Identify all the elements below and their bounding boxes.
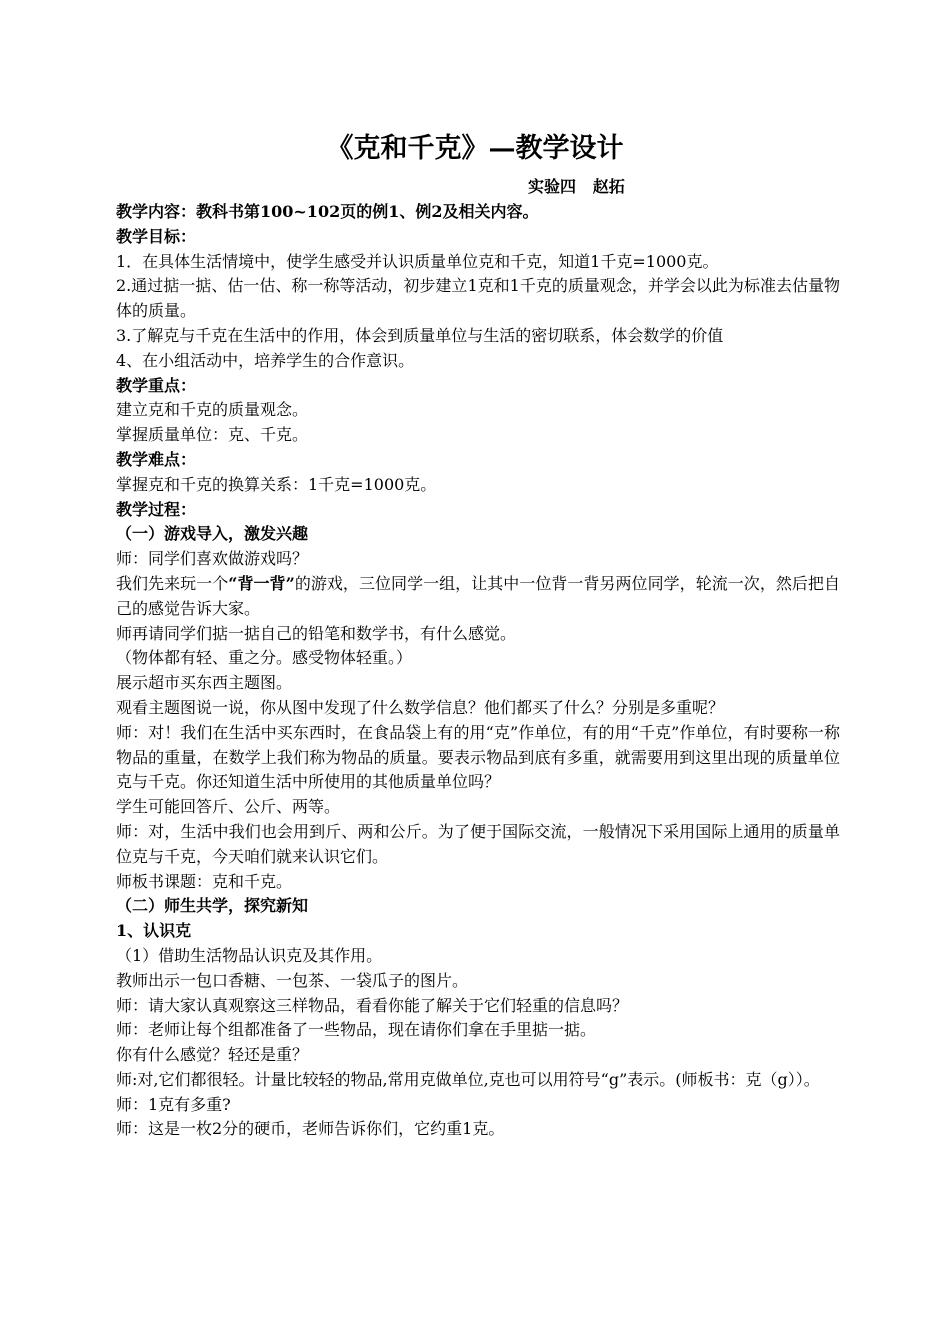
game-name-highlight: “背一背”	[228, 573, 295, 593]
heading-teaching-process: 教学过程：	[116, 499, 197, 519]
paragraph: 师再请同学们掂一掂自己的铅笔和数学书，有什么感觉。	[116, 623, 517, 643]
key-point-2: 掌握质量单位：克、千克。	[116, 425, 309, 445]
paragraph: 观看主题图说一说，你从图中发现了什么数学信息？他们都买了什么？分别是多重呢？	[116, 697, 725, 717]
objective-4: 4、在小组活动中，培养学生的合作意识。	[116, 350, 415, 370]
paragraph: 展示超市买东西主题图。	[116, 673, 293, 693]
paragraph: 师：对，生活中我们也会用到斤、两和公斤。为了便于国际交流，一般情况下采用国际上通用的质量单位克与千克，今天咱们就来认识它们。	[116, 821, 840, 866]
paragraph: 你有什么感觉？轻还是重？	[116, 1045, 309, 1065]
objective-1: 1．在具体生活情境中，使学生感受并认识质量单位克和千克，知道1千克=1000克。	[116, 251, 719, 271]
author-line: 实验四 赵拓	[528, 177, 625, 196]
text-span: 我们先来玩一个	[116, 573, 229, 593]
document-title: 《克和千克》—教学设计	[326, 133, 624, 164]
paragraph: 师:对,它们都很轻。计量比较轻的物品,常用克做单位,克也可以用符号“g”表示。(师板书：克（g））。	[116, 1069, 820, 1089]
paragraph: 师：同学们喜欢做游戏吗？	[116, 549, 309, 569]
difficult-point-1: 掌握克和千克的换算关系：1千克=1000克。	[116, 474, 437, 494]
document-body	[116, 200, 840, 1142]
paragraph: （1）借助生活物品认识克及其作用。	[116, 945, 383, 965]
section-2-heading: （二）师生共学，探究新知	[116, 896, 309, 916]
paragraph: 师：这是一枚2分的硬币，老师告诉你们，它约重1克。	[116, 1119, 505, 1139]
paragraph: 师：请大家认真观察这三样物品，看看你能了解关于它们轻重的信息吗？	[116, 995, 629, 1015]
heading-key-points: 教学重点：	[116, 375, 197, 395]
objective-2: 2.通过掂一掂、估一估、称一称等活动，初步建立1克和1千克的质量观念，并学会以此为标准去估量物体的质量。	[116, 276, 840, 321]
paragraph: 师：1克有多重?	[116, 1094, 231, 1114]
paragraph: （物体都有轻、重之分。感受物体轻重。）	[116, 648, 413, 668]
objective-3: 3.了解克与千克在生活中的作用，体会到质量单位与生活的密切联系，体会数学的价值	[116, 325, 724, 345]
paragraph: 学生可能回答斤、公斤、两等。	[116, 797, 341, 817]
paragraph: 教师出示一包口香糖、一包茶、一袋瓜子的图片。	[116, 970, 469, 990]
key-point-1: 建立克和千克的质量观念。	[116, 400, 309, 420]
teaching-content-line: 教学内容：教科书第100~102页的例1、例2及相关内容。	[116, 202, 539, 221]
paragraph: 师板书课题：克和千克。	[116, 871, 293, 891]
paragraph: 师：老师让每个组都准备了一些物品，现在请你们拿在手里掂一掂。	[116, 1020, 597, 1040]
heading-teaching-objectives: 教学目标：	[116, 226, 197, 246]
heading-difficult-points: 教学难点：	[116, 449, 197, 469]
paragraph-game	[116, 572, 840, 622]
subsection-heading: 1、认识克	[116, 921, 192, 941]
paragraph: 师：对！我们在生活中买东西时，在食品袋上有的用“克”作单位，有的用“千克”作单位，有时要称一称物品的重量，在数学上我们称为物品的质量。要表示物品到底有多重，就需要用到这里出现的质量单位克与千克。你还知道生活中所使用的其他质量单位吗？	[116, 722, 840, 792]
section-1-heading: （一）游戏导入，激发兴趣	[116, 524, 309, 544]
text-span: 的游戏，三位同学一组，让其中一位背一背另两位同学，轮流一次，然后把自己的感觉告诉大家。	[116, 573, 840, 618]
